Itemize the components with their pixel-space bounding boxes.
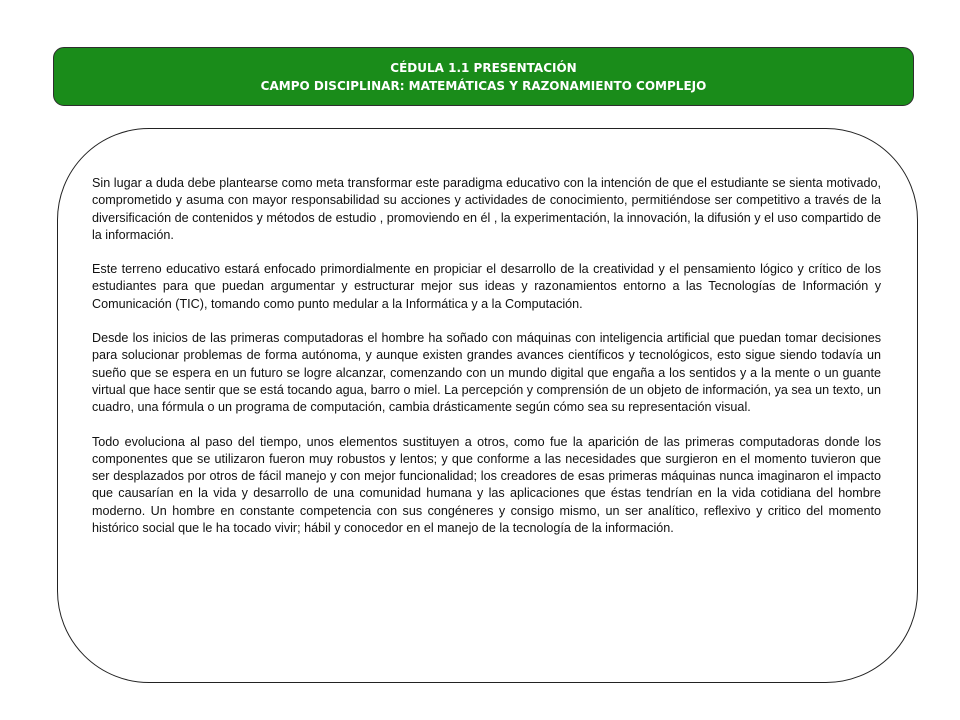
header-title: CÉDULA 1.1 PRESENTACIÓN (390, 61, 577, 75)
paragraph-1: Sin lugar a duda debe plantearse como meta transformar este paradigma educativo con la intención de que el estudiante se sienta motivado, comprometido y asuma con mayor responsabilidad su acciones y actividades de conocimiento, permitiéndose ser competitivo a través de la diversificación de contenidos y métodos de estudio , promoviendo en él , la experimentación, la innovación, la difusión y el uso compartido de la información. (92, 176, 881, 242)
content-text (92, 175, 881, 554)
header-subtitle: CAMPO DISCIPLINAR: MATEMÁTICAS Y RAZONAMIENTO COMPLEJO (260, 79, 707, 93)
paragraph-4: Todo evoluciona al paso del tiempo, unos elementos sustituyen a otros, como fue la aparición de las primeras computadoras donde los componentes que se utilizaron fueron muy robustos y lentos; y que conforme a las necesidades que surgieron en el momento tuvieron que ser desplazados por otros de fácil manejo y con mejor funcionalidad; los creadores de esas primeras máquinas nunca imaginaron el impacto que causarían en la vida y desarrollo de una comunidad humana y las aplicaciones que éstas tendrían en la vida cotidiana del hombre moderno. Un hombre en constante competencia con sus congéneres y consigo mismo, un ser analítico, reflexivo y critico del momento histórico social que le ha tocado vivir; hábil y conocedor en el manejo de la tecnología de la información. (92, 434, 881, 536)
header-banner (53, 47, 914, 106)
paragraph-3: Desde los inicios de las primeras computadoras el hombre ha soñado con máquinas con inteligencia artificial que puedan tomar decisiones para solucionar problemas de forma autónoma, y aunque existen grandes avances científicos y tecnológicos, esto sigue siendo todavía un sueño que se espera en un futuro se logre alcanzar, comenzando con un mundo digital que engaña a los sentidos y a la mente o un guante virtual que hace sentir que se está tocando agua, barro o miel. La percepción y comprensión de un objeto de información, ya sea un texto, un cuadro, una fórmula o un programa de computación, cambia drásticamente según cómo sea su representación visual. (92, 331, 881, 415)
paragraph-2: Este terreno educativo estará enfocado primordialmente en propiciar el desarrollo de la creatividad y el pensamiento lógico y crítico de los estudiantes para que puedan argumentar y estructurar mejor sus ideas y razonamientos entorno a las Tecnologías de Información y Comunicación (TIC), tomando como punto medular a la Informática y a la Computación. (92, 262, 881, 311)
